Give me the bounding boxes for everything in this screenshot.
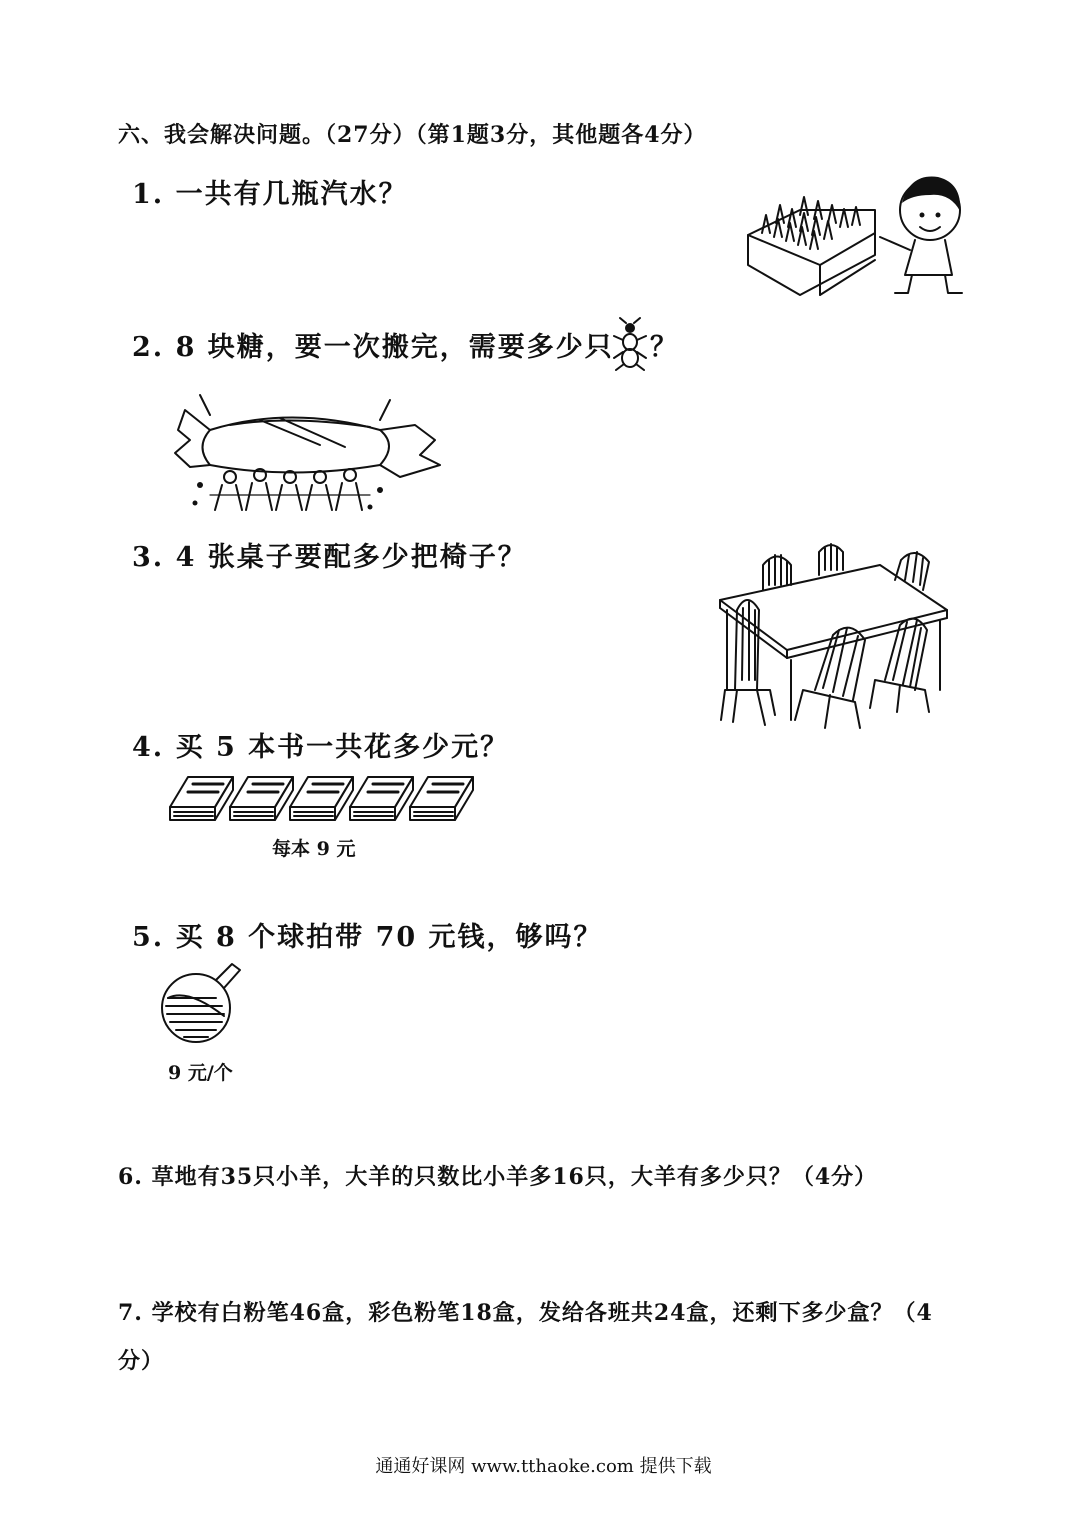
question-2-suffix: ？ (650, 332, 679, 363)
question-4: 4. 买 5 本书一共花多少元？ (132, 732, 510, 763)
paddle-price-caption: 9 元/个 (168, 1062, 233, 1084)
question-6: 6. 草地有35只小羊，大羊的只数比小羊多16只，大羊有多少只？（4分） (118, 1164, 878, 1190)
question-3: 3. 4 张桌子要配多少把椅子？ (132, 542, 527, 573)
ping-pong-paddle-icon (158, 958, 248, 1048)
table-and-chairs-icon (715, 540, 955, 730)
section-title: 六、我会解决问题。（27分）（第1题3分，其他题各4分） (118, 122, 707, 148)
question-2: 2. 8 块糖，要一次搬完，需要多少只 (132, 332, 614, 363)
ant-icon (612, 318, 648, 370)
question-1: 1. 一共有几瓶汽水？ (132, 179, 408, 210)
question-5: 5. 买 8 个球拍带 70 元钱，够吗？ (132, 922, 603, 953)
footer-credit: 通通好课网 www.tthaoke.com 提供下载 (375, 1456, 712, 1477)
ants-carrying-candy-icon (170, 385, 460, 520)
bottle-crate-and-boy-icon (740, 165, 970, 300)
five-books-icon (168, 772, 478, 827)
question-7-line-2: 分） (118, 1348, 165, 1374)
question-7-line-1: 7. 学校有白粉笔46盒，彩色粉笔18盒，发给各班共24盒，还剩下多少盒？（4 (118, 1300, 933, 1326)
book-price-caption: 每本 9 元 (272, 838, 356, 860)
